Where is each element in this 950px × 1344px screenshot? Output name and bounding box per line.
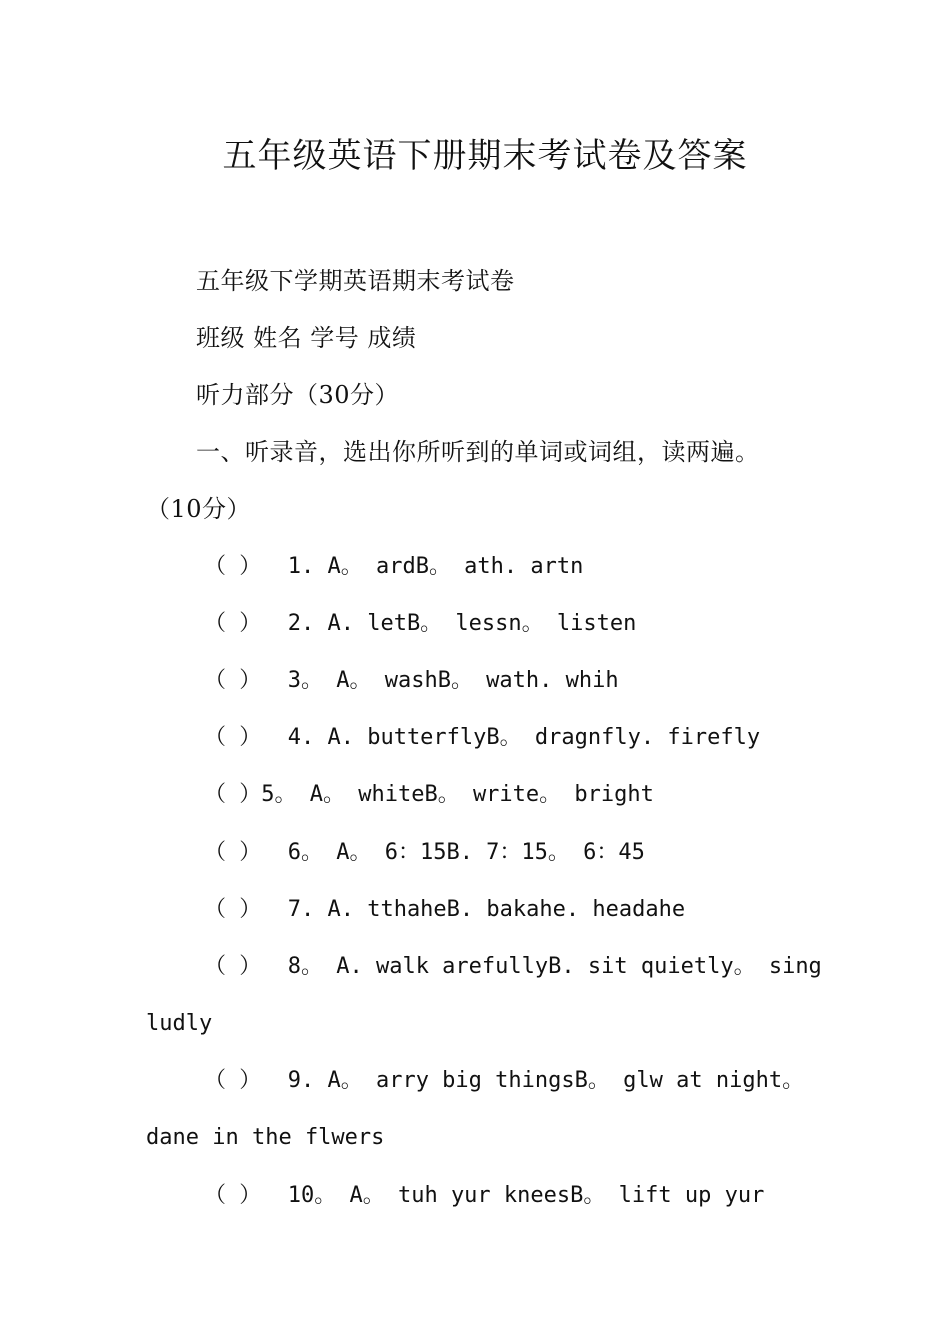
list-item: （ ） 7. A. tthaheB. bakahe. headahe	[204, 897, 686, 922]
document-title: 五年级英语下册期末考试卷及答案	[222, 136, 748, 176]
list-item-continuation: ludly	[146, 1011, 213, 1036]
list-item-continuation: dane in the flwers	[146, 1125, 385, 1150]
list-item: （ ） 2. A. letB。 lessn。 listen	[204, 611, 637, 636]
question-1-instruction: 一、听录音，选出你所听到的单词或词组，读两遍。	[196, 438, 760, 466]
list-item: （ ） 9. A。 arry big thingsB。 glw at night。	[204, 1068, 805, 1093]
listening-section-heading: 听力部分（30分）	[196, 381, 400, 409]
exam-subtitle: 五年级下学期英语期末考试卷	[196, 267, 515, 295]
list-item: （ ） 8。 A. walk arefullyB. sit quietly。 sing	[204, 954, 822, 979]
list-item: （ ） 1. A。 ardB。 ath. artn	[204, 554, 584, 579]
list-item: （ ）5。 A。 whiteB。 write。 bright	[204, 782, 654, 807]
list-item: （ ） 3。 A。 washB。 wath. whih	[204, 668, 619, 693]
list-item: （ ） 6。 A。 6：15B. 7：15。 6：45	[204, 840, 645, 865]
list-item: （ ） 4. A. butterflyB。 dragnfly. firefly	[204, 725, 761, 750]
list-item: （ ） 10。 A。 tuh yur kneesB。 lift up yur	[204, 1183, 765, 1208]
question-1-points: （10分）	[146, 495, 252, 523]
student-info-line: 班级 姓名 学号 成绩	[196, 324, 417, 352]
